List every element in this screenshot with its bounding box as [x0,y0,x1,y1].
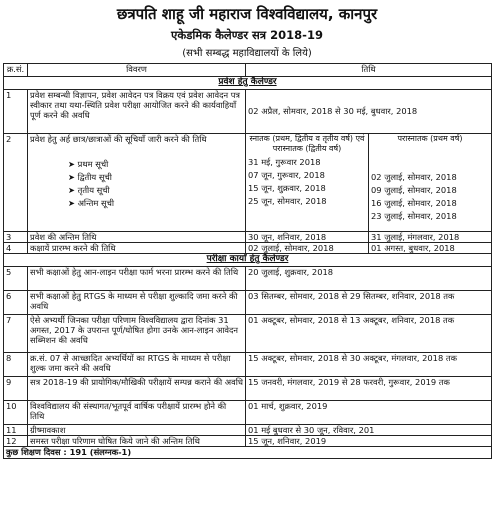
section-exam-title: परीक्षा कार्यों हेतु कैलेण्डर [4,254,492,267]
pg-date: 23 जुलाई, सोमवार, 2018 [371,211,457,221]
row-number: 5 [4,267,28,291]
ug-date: 30 जून, शनिवार, 2018 [246,232,369,243]
table-row [4,90,492,134]
ug-date: 07 जून, गुरूवार, 2018 [248,169,325,180]
table-row [4,267,492,291]
table-row [4,401,492,425]
section-admission-heading-row [4,77,492,90]
row-date: 03 सितम्बर, सोमवार, 2018 से 29 सितम्बर, शनिवार, 2018 तक [246,291,492,315]
ug-date: 15 जून, शुक्रवार, 2018 [248,182,326,193]
row-date: 01 अक्टूबर, सोमवार, 2018 से 13 अक्टूबर, शनिवार, 2018 तक [246,315,492,353]
pg-date: 01 अगस्त, बुधवार, 2018 [369,243,492,254]
row-number: 8 [4,353,28,377]
list-item: ➤ अन्तिम सूची [68,198,114,209]
teaching-days-note: कुछ शिक्षण दिवस : 191 (संलग्नक-1) [4,447,492,458]
pg-date: 09 जुलाई, सोमवार, 2018 [371,185,457,195]
row-date: 01 मई बुधवार से 30 जून, रविवार, 201 [246,425,492,436]
ug-date: 02 जुलाई, सोमवार, 2018 [246,243,369,254]
row-date: 01 मार्च, शुक्रवार, 2019 [246,401,492,425]
row-description: समस्त परीक्षा परिणाम घोषित किये जाने की अन्तिम तिथि [28,436,246,447]
table-header-row [4,64,492,77]
row-number: 4 [4,243,28,254]
row-description: ग्रीष्मावकाश [28,425,246,436]
table-row [4,353,492,377]
section-exam-heading-row [4,254,492,267]
applies-to-note: (सभी सम्बद्ध महाविद्यालयों के लिये) [182,48,312,59]
table-row [4,315,492,353]
row-description: सभी कक्षाओं हेतु आन-लाइन परीक्षा फार्म भरना प्रारम्भ करने की तिथि [28,267,246,291]
row-date: 15 जनवरी, मंगलवार, 2019 से 28 फरवरी, गुरूवार, 2019 तक [246,377,492,401]
table-row [4,291,492,315]
row-number: 1 [4,90,28,134]
pg-date: 16 जुलाई, सोमवार, 2018 [371,198,457,208]
pg-date: 02 जुलाई, सोमवार, 2018 [371,172,457,182]
row-description: सभी कक्षाओं हेतु RTGS के माध्यम से परीक्षा शुल्कादि जमा करने की अवधि [28,291,246,315]
ug-date: 25 जून, सोमवार, 2018 [248,195,327,206]
ug-heading: स्नातक (प्रथम, द्वितीय व तृतीय वर्ष) एवं परास्नातक (द्वितीय वर्ष) [249,134,365,153]
merit-list-names [30,158,243,210]
row-number: 7 [4,315,28,353]
academic-calendar-table [3,63,492,459]
row-date: 15 अक्टूबर, सोमवार, 2018 से 30 अक्टूबर, मंगलवार, 2018 तक [246,353,492,377]
row-date: 20 जुलाई, शुक्रवार, 2018 [246,267,492,291]
table-row [4,436,492,447]
list-item: ➤ द्वितीय सूची [68,172,112,183]
list-item: ➤ तृतीय सूची [68,185,110,196]
row-description: प्रवेश की अन्तिम तिथि [28,232,246,243]
row-description: प्रवेश सम्बन्धी विज्ञापन, प्रवेश आवेदन पत्र विक्रय एवं प्रवेश आवेदन पत्र स्वीकार तथा यथा-स्थिति प्रवेश परीक्षा आयोजित करने की कार्यवाहियाँ पूर्ण करने की अवधि [28,90,246,134]
row-description: प्रवेश हेतु अर्ह छात्र/छात्राओं की सूचियाँ जारी करने की तिथि [30,134,207,144]
col-header-desc: विवरण [28,64,246,77]
university-title: छत्रपति शाहू जी महाराज विश्वविद्यालय, कानपुर [116,5,378,23]
col-header-sno: क्र.सं. [4,64,28,77]
row-description-lists [28,134,246,232]
row-description: विश्वविद्यालय की संस्थागत/भूतपूर्व वार्षिक परीक्षायें प्रारम्भ होने की तिथि [28,401,246,425]
table-row [4,134,492,232]
table-row [4,243,492,254]
row-number: 6 [4,291,28,315]
calendar-title: एकेडमिक कैलेण्डर सत्र 2018-19 [171,28,323,42]
row-description: कक्षायें प्रारम्भ करने की तिथि [28,243,246,254]
row-number: 9 [4,377,28,401]
row-description: क्र.सं. 07 से आच्छादित अभ्यर्थियों का RTGS के माध्यम से परीक्षा शुल्क जमा करने की अवधि [28,353,246,377]
row-number: 10 [4,401,28,425]
table-row [4,377,492,401]
row-date: 15 जून, शनिवार, 2019 [246,436,492,447]
row-number: 12 [4,436,28,447]
table-row [4,425,492,436]
pg-heading: परास्नातक (प्रथम वर्ष) [397,134,463,143]
ug-dates-cell [246,134,369,232]
row-number: 2 [4,134,28,232]
row-date: 02 अप्रैल, सोमवार, 2018 से 30 मई, बुधवार, 2018 [246,90,492,134]
row-number: 11 [4,425,28,436]
ug-date: 31 मई, गुरूवार 2018 [248,156,321,167]
row-number: 3 [4,232,28,243]
list-item: ➤ प्रथम सूची [68,159,109,170]
col-header-date: तिथि [246,64,492,77]
section-admission-title: प्रवेश हेतु कैलेण्डर [4,77,492,90]
row-description: सत्र 2018-19 की प्रायोगिक/मौखिकी परीक्षायें सम्पन्न कराने की अवधि [28,377,246,401]
pg-dates-cell [369,134,492,232]
footer-row [4,447,492,458]
table-row [4,232,492,243]
pg-date: 31 जुलाई, मंगलवार, 2018 [369,232,492,243]
row-description: ऐसे अभ्यर्थी जिनका परीक्षा परिणाम विश्वविद्यालय द्वारा दिनांक 31 अगस्त, 2017 के उपरान्त पूर्ण/घोषित होगा उनके आन-लाइन आवेदन सब्मिशन की अवधि [28,315,246,353]
